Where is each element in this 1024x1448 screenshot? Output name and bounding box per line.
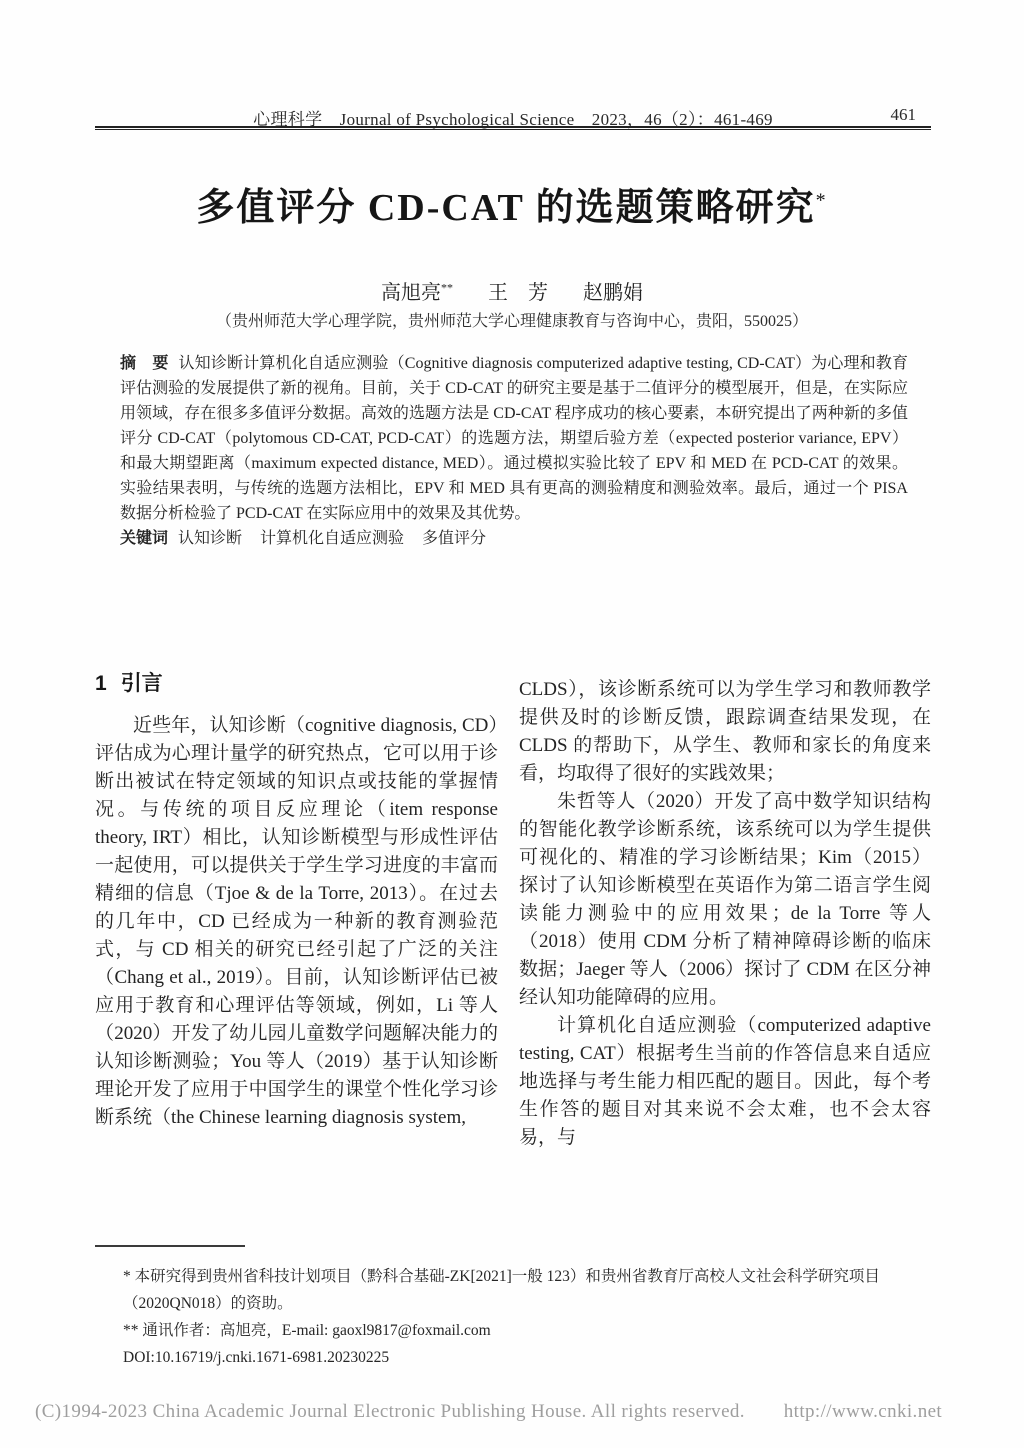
author-name: 王 芳 — [488, 282, 548, 304]
body-left-column — [95, 670, 498, 1132]
author — [583, 282, 643, 304]
footnote-funding: * 本研究得到贵州省科技计划项目（黔科合基础-ZK[2021]一般 123）和贵州省教育厅高校人文社会科学研究项目（2020QN018）的资助。 — [123, 1268, 880, 1312]
body-right-column — [519, 676, 931, 1152]
abstract-paragraph — [120, 351, 908, 526]
body-paragraph: 计算机化自适应测验（computerized adaptive testing, CAT）根据考生当前的作答信息来自适应地选择与考生能力相匹配的题目。因此，每个考生作答的题目对其来说不会太难，也不会太容易，与 — [519, 1015, 931, 1148]
abstract-text: 认知诊断计算机化自适应测验（Cognitive diagnosis computerized adaptive testing, CD-CAT）为心理和教育评估测验的发展提供了新的视角。目前，关于 CD-CAT 的研究主要是基于二值评分的模型展开，但是，在实际应用领域，存在很多多值评分数据。高效的选题方法是 CD-CAT 程序成功的核心要素，本研究提出了两种新的多值评分 CD-CAT（polytomous CD-CAT, PCD-CAT）的选题方法，期望后验方差（expected posterior variance, EPV）和最大期望距离（maximum expected distance, MED）。通过模拟实验比较了 EPV 和 MED 在 PCD-CAT 的效果。实验结果表明，与传统的选题方法相比，EPV 和 MED 具有更高的测验精度和测验效率。最后，通过一个 PISA 数据分析检验了 PCD-CAT 在实际应用中的效果及其优势。 — [120, 355, 908, 522]
footnote-block — [95, 1245, 937, 1371]
author-superscript: ** — [441, 280, 453, 295]
title-footnote-marker: * — [815, 189, 828, 212]
author — [381, 282, 453, 304]
keywords-label: 关键词 — [120, 530, 169, 547]
footnote-doi: DOI:10.16719/j.cnki.1671-6981.20230225 — [123, 1349, 390, 1366]
author-line — [0, 276, 1024, 305]
keywords-line — [120, 526, 908, 551]
body-paragraph: 近些年，认知诊断（cognitive diagnosis, CD）评估成为心理计量学的研究热点，它可以用于诊断出被试在特定领域的知识点或技能的掌握情况。与传统的项目反应理论（item response theory, IRT）相比，认知诊断模型与形成性评估一起使用，可以提供关于学生学习进度的丰富而精细的信息（Tjoe & de la Torre, 2013）。在过去的几年中，CD 已经成为一种新的教育测验范式，与 CD 相关的研究已经引起了广泛的关注（Chang et al., 2019）。目前，认知诊断评估已被应用于教育和心理评估等领域，例如，Li 等人（2020）开发了幼儿园儿童数学问题解决能力的认知诊断测验；You 等人（2019）基于认知诊断理论开发了应用于中国学生的课堂个性化学习诊断系统（the Chinese learning diagnosis system, — [95, 715, 498, 1128]
author-name: 高旭亮 — [381, 282, 441, 304]
paper-title — [0, 176, 1024, 231]
body-paragraph: 朱哲等人（2020）开发了高中数学知识结构的智能化教学诊断系统，该系统可以为学生提供可视化的、精准的学习诊断结果；Kim（2015）探讨了认知诊断模型在英语作为第二语言学生阅读能力测验中的应用效果；de la Torre 等人（2018）使用 CDM 分析了精神障碍诊断的临床数据；Jaeger 等人（2006）探讨了 CDM 在区分神经认知功能障碍的应用。 — [519, 791, 931, 1008]
footnote-divider — [95, 1245, 245, 1247]
keyword-item: 多值评分 — [422, 530, 487, 547]
keyword-item: 认知诊断 — [178, 530, 243, 547]
keyword-item: 计算机化自适应测验 — [260, 530, 405, 547]
author-name: 赵鹏娟 — [583, 282, 643, 304]
author — [488, 282, 548, 304]
journal-header: 心理科学 Journal of Psychological Science 2023，46（2）：461-469 — [253, 110, 773, 129]
section-number: 1 — [95, 672, 107, 695]
abstract-label: 摘 要 — [120, 355, 169, 372]
copyright-line: (C)1994-2023 China Academic Journal Electronic Publishing House. All rights reserved. http://www.cnki.net — [35, 1401, 943, 1422]
section-heading — [95, 670, 498, 698]
page-number: 461 — [890, 105, 916, 124]
affiliation: （贵州师范大学心理学院，贵州师范大学心理健康教育与咨询中心，贵阳，550025） — [215, 313, 808, 330]
body-paragraph: CLDS），该诊断系统可以为学生学习和教师教学提供及时的诊断反馈，跟踪调查结果发现，在 CLDS 的帮助下，从学生、教师和家长的角度来看，均取得了很好的实践效果； — [519, 679, 931, 784]
paper-title-text: 多值评分 CD-CAT 的选题策略研究 — [196, 187, 816, 229]
abstract-block — [120, 351, 908, 551]
footnote-corresponding-author: ** 通讯作者：高旭亮，E-mail: gaoxl9817@foxmail.com — [123, 1322, 491, 1339]
section-title: 引言 — [120, 672, 163, 695]
header-double-rule — [95, 126, 931, 130]
